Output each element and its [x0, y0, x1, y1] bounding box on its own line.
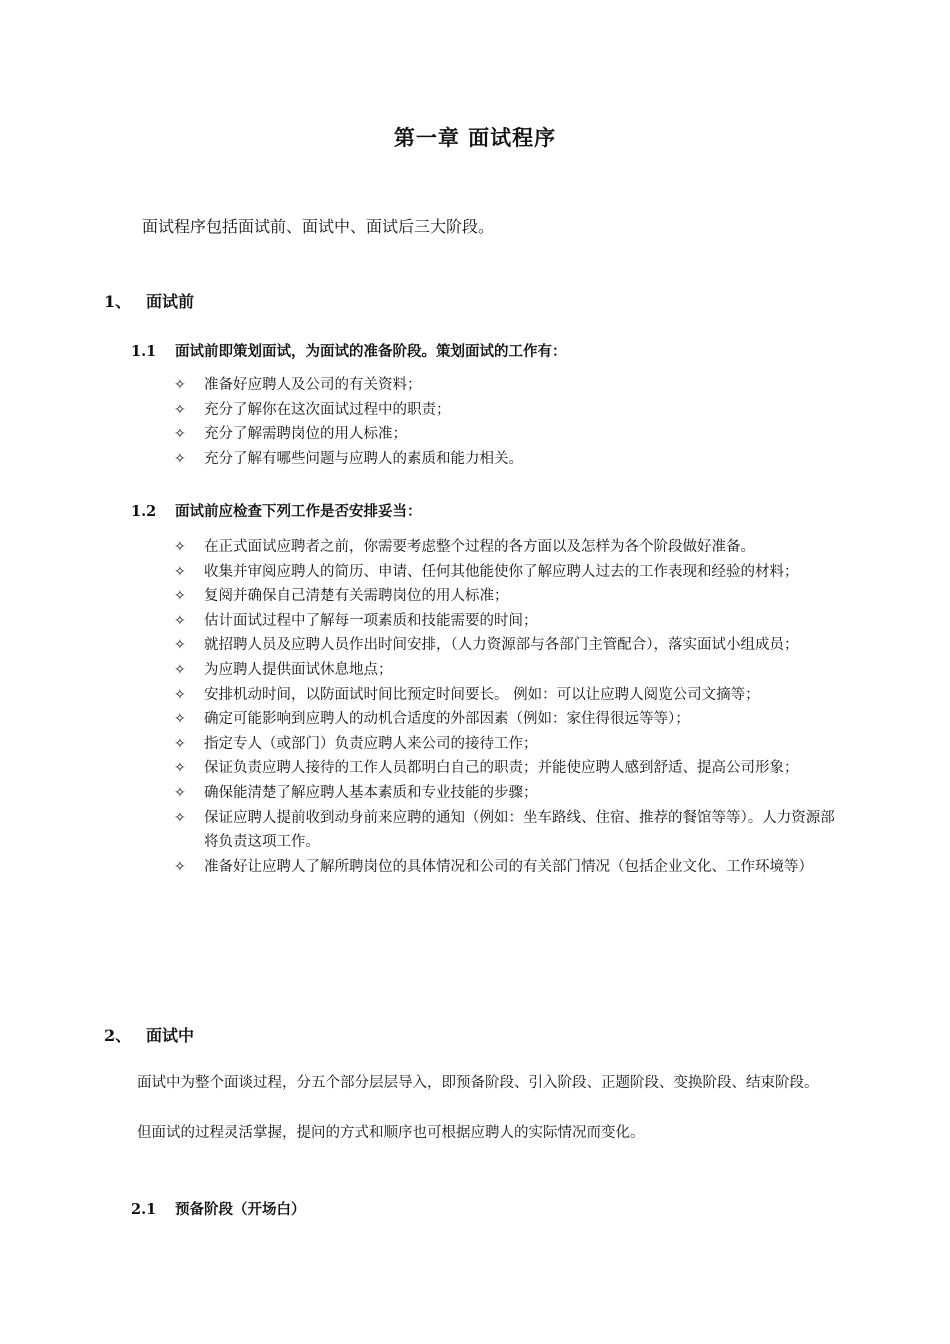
diamond-bullet-icon: ✧ [174, 735, 186, 752]
section-title: 面试前 [146, 292, 195, 311]
subsection-number: 1.2 [131, 503, 157, 520]
diamond-bullet-icon: ✧ [174, 686, 186, 703]
diamond-bullet-icon: ✧ [174, 377, 186, 393]
diamond-bullet-icon: ✧ [174, 401, 186, 418]
subsection-title: 面试前应检查下列工作是否安排妥当： [175, 503, 422, 520]
section-number: 2、 [104, 1026, 132, 1045]
diamond-bullet-icon: ✧ [174, 784, 186, 801]
subsection-title: 面试前即策划面试，为面试的准备阶段。策划面试的工作有： [175, 343, 567, 360]
list-item: ✧ 充分了解有哪些问题与应聘人的素质和能力相关。 [174, 447, 844, 472]
chapter-title: 第一章 面试程序 [393, 125, 557, 150]
list-item: ✧ 保证应聘人提前收到动身前来应聘的通知（例如：坐车路线、住宿、推荐的餐馆等等）。人力资源部将负责这项工作。 [174, 806, 844, 855]
subsection-1-1-heading [131, 340, 567, 361]
subsection-1-2-heading [131, 500, 422, 521]
list-item: ✧ 指定专人（或部门）负责应聘人来公司的接待工作； [174, 732, 844, 757]
diamond-bullet-icon: ✧ [174, 809, 186, 826]
diamond-bullet-icon: ✧ [174, 539, 186, 555]
diamond-bullet-icon: ✧ [174, 612, 186, 629]
list-item: ✧ 充分了解需聘岗位的用人标准； [174, 422, 844, 447]
diamond-bullet-icon: ✧ [174, 637, 186, 654]
list-item: ✧ 在正式面试应聘者之前，你需要考虑整个过程的各方面以及怎样为各个阶段做好准备。 [174, 535, 844, 560]
diamond-bullet-icon: ✧ [174, 450, 186, 467]
subsection-number: 1.1 [131, 343, 157, 360]
diamond-bullet-icon: ✧ [174, 661, 186, 678]
bullet-list-1-2 [174, 535, 844, 879]
diamond-bullet-icon: ✧ [174, 588, 186, 605]
section-2-heading [104, 1023, 194, 1046]
section-number: 1、 [104, 292, 132, 311]
list-item: ✧ 估计面试过程中了解每一项素质和技能需要的时间； [174, 609, 844, 634]
list-item: ✧ 确保能清楚了解应聘人基本素质和专业技能的步骤； [174, 781, 844, 806]
subsection-title: 预备阶段（开场白） [175, 1201, 306, 1218]
diamond-bullet-icon: ✧ [174, 711, 186, 728]
section-1-heading [104, 289, 194, 312]
list-item: ✧ 收集并审阅应聘人的简历、申请、任何其他能使你了解应聘人过去的工作表现和经验的材料； [174, 560, 844, 585]
diamond-bullet-icon: ✧ [174, 426, 186, 443]
subsection-number: 2.1 [131, 1201, 157, 1218]
bullet-list-1-1 [174, 373, 844, 471]
list-item: ✧ 为应聘人提供面试休息地点； [174, 658, 844, 683]
list-item: ✧ 安排机动时间，以防面试时间比预定时间要长。 例如：可以让应聘人阅览公司文摘等； [174, 683, 844, 708]
subsection-2-1-heading [131, 1198, 306, 1219]
list-item: ✧ 准备好让应聘人了解所聘岗位的具体情况和公司的有关部门情况（包括企业文化、工作环境等） [174, 855, 844, 880]
body-paragraph: 但面试的过程灵活掌握，提问的方式和顺序也可根据应聘人的实际情况而变化。 [137, 1125, 645, 1141]
list-item: ✧ 准备好应聘人及公司的有关资料； [174, 373, 844, 398]
diamond-bullet-icon: ✧ [174, 858, 186, 875]
list-item: ✧ 确定可能影响到应聘人的动机合适度的外部因素（例如：家住得很远等等）； [174, 707, 844, 732]
list-item: ✧ 保证负责应聘人接待的工作人员都明白自己的职责；并能使应聘人感到舒适、提高公司形象； [174, 756, 844, 781]
list-item: ✧ 充分了解你在这次面试过程中的职责； [174, 398, 844, 423]
list-item: ✧ 就招聘人员及应聘人员作出时间安排，（人力资源部与各部门主管配合），落实面试小组成员； [174, 633, 844, 658]
list-item: ✧ 复阅并确保自己清楚有关需聘岗位的用人标准； [174, 584, 844, 609]
intro-paragraph: 面试程序包括面试前、面试中、面试后三大阶段。 [142, 217, 495, 236]
diamond-bullet-icon: ✧ [174, 563, 186, 580]
section-title: 面试中 [146, 1026, 195, 1045]
body-paragraph: 面试中为整个面谈过程，分五个部分层层导入，即预备阶段、引入阶段、正题阶段、变换阶段、结束阶段。 [137, 1075, 819, 1091]
diamond-bullet-icon: ✧ [174, 760, 186, 777]
